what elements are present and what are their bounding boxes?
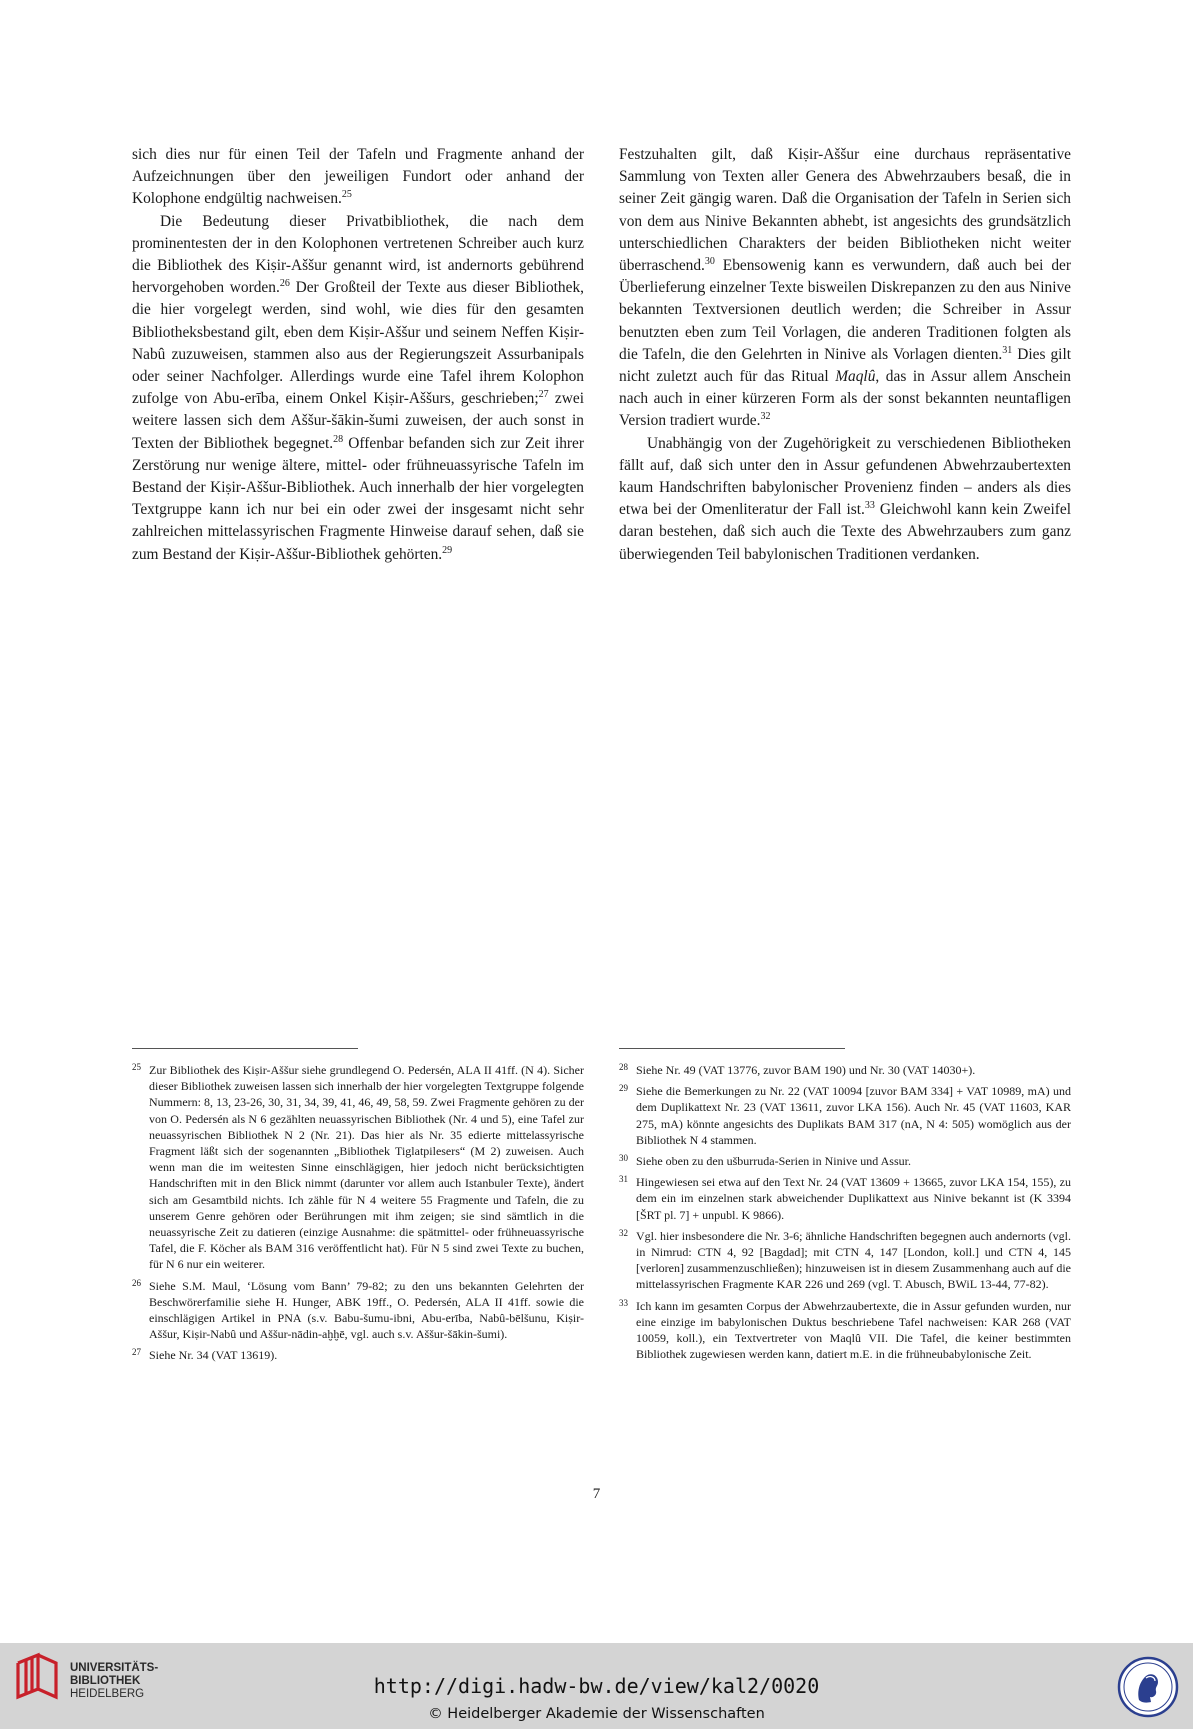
footnote-number: 33: [619, 1297, 628, 1308]
footnote: [132, 1278, 584, 1343]
footnote-ref[interactable]: 26: [279, 278, 290, 290]
footnote-number: 29: [619, 1083, 628, 1094]
footnote-text: Siehe die Bemerkungen zu Nr. 22 (VAT 10094 [zuvor BAM 334] + VAT 10989, mA) und dem Duplikattext Nr. 23 (VAT 13611, zuvor LKA 156). Auch Nr. 45 (VAT 11603, KAR 275, mA) könnte angesichts des Duplikats BAM 317 (nA, N 4: 505) womöglich aus der Bibliothek N 4 stammen.: [636, 1084, 1071, 1147]
paragraph: [132, 144, 584, 211]
permalink-url[interactable]: http://digi.hadw-bw.de/view/kal2/0020: [373, 1674, 820, 1698]
text-run: zwei weitere lassen sich dem Aššur-šākin-šumi zuweisen, der auch sonst in Texten der Bibliothek begegnet.: [132, 390, 584, 452]
footnote-ref[interactable]: 28: [333, 433, 344, 445]
text-run: Ebensowenig kann es verwundern, daß auch bei der Überlieferung einzelner Texte bisweilen Diskrepanzen zu den aus Ninive bekannten Textversionen deutlich werden; die Schreiber in Assur benutzten eben zum Teil Vorlagen, die anderen Traditionen folgten als die Tafeln, die den Gelehrten in Ninive als Vorlagen dienten.: [619, 257, 1071, 363]
academy-seal-icon[interactable]: [1117, 1656, 1179, 1718]
footnote-number: 32: [619, 1227, 628, 1238]
footnote: [619, 1228, 1071, 1293]
footnote: [619, 1153, 1071, 1169]
footnote-divider: [132, 1048, 358, 1049]
footnote: [132, 1347, 584, 1363]
logo-text-line: BIBLIOTHEK: [70, 1675, 141, 1687]
footnote: [619, 1174, 1071, 1223]
footnote-ref[interactable]: 31: [1002, 344, 1013, 356]
footnotes-right: [619, 1062, 1071, 1367]
text-run: sich dies nur für einen Teil der Tafeln und Fragmente anhand der Aufzeichnungen über den jeweiligen Fundort oder anhand der Kolophone endgültig nachweisen.: [132, 146, 584, 208]
footnote-text: Hingewiesen sei etwa auf den Text Nr. 24 (VAT 13609 + 13665, zuvor LKA 154, 155), zu dem ein im einzelnen stark abweichender Duplikattext aus Ninive bekannt ist (K 3394 [ŠRT pl. 7] + unpubl. K 9866).: [636, 1175, 1071, 1222]
footnote-text: Siehe Nr. 34 (VAT 13619).: [149, 1348, 278, 1363]
footnote-ref[interactable]: 29: [442, 544, 453, 556]
paragraph: [132, 211, 584, 566]
copyright-notice: © Heidelberger Akademie der Wissenschaften: [428, 1706, 765, 1722]
footnote: [619, 1298, 1071, 1363]
footnote-ref[interactable]: 32: [760, 411, 771, 423]
text-run: , das in Assur allem Anschein nach auch in einer kürzeren Form als der sonst bekannten neuntafligen Version tradiert wurde.: [619, 368, 1072, 430]
text-run: Dies gilt nicht zuletzt auch für das Ritual: [619, 345, 1071, 386]
text-run: Festzuhalten gilt, daß Kiṣir-Aššur eine durchaus repräsentative Sammlung von Texten aller Genera des Abwehrzaubers besaß, die in seiner Zeit gängig waren. Daß die Organisation der Tafeln in Serien sich von dem aus Ninive Bekannten abhebt, ist angesichts des grundsätzlich unterschiedlichen Charakters der beiden Bibliotheken nicht weiter überraschend.: [619, 146, 1071, 275]
footnote: [619, 1083, 1071, 1148]
italic-title: Maqlû: [835, 368, 876, 386]
footnote-ref[interactable]: 27: [538, 389, 549, 401]
footnote-text: Zur Bibliothek des Kiṣir-Aššur siehe grundlegend O. Pedersén, ALA II 41ff. (N 4). Sicher dieser Bibliothek zuweisen lassen sich innerhalb der hier vorgelegten Textgruppe folgende Nummern: 8, 13, 23-26, 30, 31, 34, 39, 41, 46, 49, 58, 59. Zwei Fragmente gehören zu der von O. Pedersén als N 6 gezählten neuassyrischen Bibliothek (Nr. 4 und 5), eine Tafel zur neuassyrischen Bibliothek N 2 (Nr. 21). Das hier als Nr. 35 edierte mittelassyrische Fragment läßt sich der sogenannten „Bibliothek Tiglatpilesers“ (M 2) zuweisen. Auch wenn man die im weitesten Sinne einschlägigen, hier jedoch nicht berücksichtigten Handschriften mit in den Blick nimmt (darunter vor allem auch Istanbuler Texte), ändert sich am Gesamtbild nichts. Ich zähle für N 4 weitere 55 Fragmente und Tafeln, die zu unserem Genre gehören oder Berührungen mit ihm zeigen; sie sind sämtlich in die neuassyrische Zeit zu datieren (einzige Ausnahme: die spätmittel- oder frühneuassyrische Tafel, die F. Köcher als BAM 316 veröffentlicht hat). Für N 5 sind zwei Texte zu buchen, für N 6 nur ein weiterer.: [149, 1063, 584, 1272]
footnote-number: 27: [132, 1347, 141, 1358]
text-run: Unabhängig von der Zugehörigkeit zu verschiedenen Bibliotheken fällt auf, daß sich unter den in Assur gefundenen Abwehrzaubertexten kaum Handschriften babylonischer Provenienz finden – anders als dies etwa bei der Omenliteratur der Fall ist.: [619, 434, 1071, 519]
footnote-text: Siehe Nr. 49 (VAT 13776, zuvor BAM 190) und Nr. 30 (VAT 14030+).: [636, 1063, 976, 1077]
text-run: Die Bedeutung dieser Privatbibliothek, die nach dem prominentesten der in den Kolophonen vertretenen Schreiber auch kurz die Bibliothek des Kiṣir-Aššur genannt wird, ist andernorts gebührend hervorgehoben worden.: [132, 212, 584, 297]
body-column-right: [619, 144, 1071, 566]
footnote-number: 26: [132, 1277, 141, 1288]
viewer-footer: [0, 1643, 1193, 1729]
footnote-text: Siehe S.M. Maul, ‘Lösung vom Bann’ 79-82; zu den uns bekannten Gelehrten der Beschwörerfamilie siehe H. Hunger, ABK 19ff., O. Pedersén, ALA II 41ff. sowie die einschlägigen Artikel in PNA (s.v. Babu-šumu-ibni, Abu-erība, Nabû-bēlšunu, Kiṣir-Aššur, Kiṣir-Nabû und Aššur-nādin-aḫḫē, vgl. auch s.v. Aššur-šākin-šumi).: [149, 1278, 584, 1342]
paragraph: [619, 433, 1071, 566]
page-number: 7: [592, 1486, 601, 1502]
footnote-number: 30: [619, 1153, 628, 1164]
footnote-text: Vgl. hier insbesondere die Nr. 3-6; ähnliche Handschriften begegnen auch andernorts (vgl. in Nimrud: CTN 4, 92 [Bagdad]; mit CTN 4, 147 [London, koll.] und CTN 4, 145 [verloren] zusammenzuschließen); hinzuweisen ist in diesem Zusammenhang auch auf die mittelassyrischen Fragmente KAR 226 und 269 (vgl. T. Abusch, BWiL 13-44, 77-82).: [636, 1228, 1071, 1292]
footnote-ref[interactable]: 33: [864, 500, 875, 512]
text-run: Der Großteil der Texte aus dieser Bibliothek, die hier vorgelegt werden, sind wohl, wie dies für den gesamten Bibliotheksbestand gilt, eben dem Kiṣir-Aššur und seinem Neffen Kiṣir-Nabû zuzuweisen, stammen also aus der Regierungszeit Assurbanipals oder seiner Nachfolger. Allerdings wurde eine Tafel ihrem Kolophon zufolge von Abu-erība, einem Onkel Kiṣir-Aššurs, geschrieben;: [132, 279, 584, 408]
footnote: [132, 1062, 584, 1273]
footnote-ref[interactable]: 25: [341, 189, 352, 201]
body-column-left: [132, 144, 584, 566]
footnote: [619, 1062, 1071, 1078]
paragraph: [619, 144, 1071, 433]
text-run: Offenbar befanden sich zur Zeit ihrer Zerstörung nur wenige ältere, mittel- oder frühneuassyrische Tafeln im Bestand der Kiṣir-Aššur-Bibliothek. Auch innerhalb der hier vorgelegten Textgruppe kann ich nur bei ein oder zwei der insgesamt nicht sehr zahlreichen mittelassyrischen Fragmente Hinweise darauf sehen, daß sie zum Bestand der Kiṣir-Aššur-Bibliothek gehörten.: [132, 434, 585, 563]
footnotes-left: [132, 1062, 584, 1369]
footnote-text: Siehe oben zu den ušburruda-Serien in Ninive und Assur.: [636, 1154, 911, 1169]
footnote-ref[interactable]: 30: [704, 256, 715, 268]
text-run: Gleichwohl kann kein Zweifel daran bestehen, daß sich auch die Texte des Abwehrzaubers zum ganz überwiegenden Teil babylonischen Traditionen verdanken.: [619, 501, 1072, 563]
footnote-text: Ich kann im gesamten Corpus der Abwehrzaubertexte, die in Assur gefunden wurden, nur eine einzige im babylonischen Duktus beschriebene Tafel nachweisen: KAR 268 (VAT 10059, koll.), ein Textvertreter von Maqlû VII. Die Tafel, die keiner bestimmten Bibliothek zugewiesen werden kann, datiert m.E. in die frühneubabylonische Zeit.: [636, 1298, 1071, 1362]
footnote-divider: [619, 1048, 845, 1049]
footnote-number: 28: [619, 1062, 628, 1072]
logo-text-line: UNIVERSITÄTS-: [70, 1662, 159, 1674]
footnote-number: 25: [132, 1062, 141, 1072]
logo-text-line: HEIDELBERG: [70, 1688, 145, 1700]
footnote-number: 31: [619, 1174, 628, 1185]
